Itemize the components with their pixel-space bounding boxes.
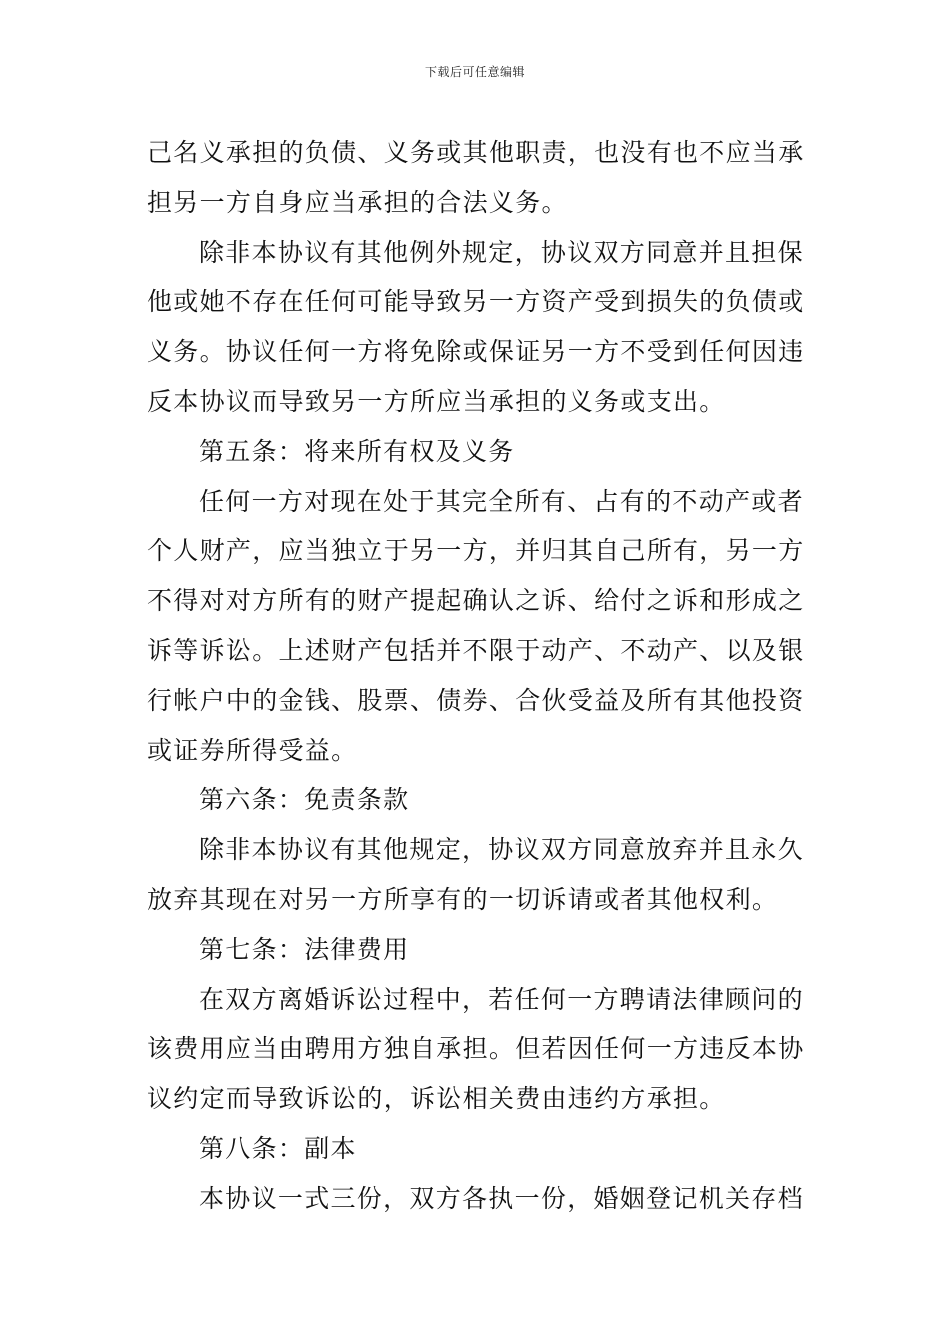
text-line: 第七条：法律费用 [199, 934, 410, 964]
text-line: 他或她不存在任何可能导致另一方资产受到损失的负债或 [147, 287, 805, 317]
text-line: 本协议一式三份，双方各执一份，婚姻登记机关存档 [199, 1183, 804, 1213]
text-line: 任何一方对现在处于其完全所有、占有的不动产或者 [199, 486, 804, 516]
text-line: 在双方离婚诉讼过程中，若任何一方聘请法律顾问的 [199, 984, 804, 1014]
text-line: 议约定而导致诉讼的，诉讼相关费由违约方承担。 [147, 1084, 726, 1114]
document-body [147, 128, 807, 1224]
text-line: 第八条：副本 [199, 1133, 357, 1163]
text-line: 或证券所得受益。 [147, 735, 358, 765]
page-header: 下载后可任意编辑 [424, 65, 525, 79]
text-line: 反本协议而导致另一方所应当承担的义务或支出。 [147, 386, 726, 416]
text-line: 己名义承担的负债、义务或其他职责，也没有也不应当承 [147, 138, 805, 167]
text-line: 除非本协议有其他例外规定，协议双方同意并且担保 [199, 237, 804, 267]
text-line: 第六条：免责条款 [199, 785, 410, 815]
text-line: 行帐户中的金钱、股票、债券、合伙受益及所有其他投资 [147, 685, 805, 715]
text-line: 该费用应当由聘用方独自承担。但若因任何一方违反本协 [147, 1034, 805, 1064]
text-line: 第五条：将来所有权及义务 [199, 436, 515, 466]
text-line: 诉等诉讼。上述财产包括并不限于动产、不动产、以及银 [147, 635, 805, 665]
text-line: 除非本协议有其他规定，协议双方同意放弃并且永久 [199, 835, 804, 865]
text-line: 不得对对方所有的财产提起确认之诉、给付之诉和形成之 [147, 586, 805, 616]
text-line: 个人财产，应当独立于另一方，并归其自己所有，另一方 [147, 536, 805, 566]
text-line: 放弃其现在对另一方所享有的一切诉请或者其他权利。 [147, 884, 779, 914]
text-line: 义务。协议任何一方将免除或保证另一方不受到任何因违 [147, 337, 805, 367]
text-line: 担另一方自身应当承担的合法义务。 [147, 187, 568, 217]
